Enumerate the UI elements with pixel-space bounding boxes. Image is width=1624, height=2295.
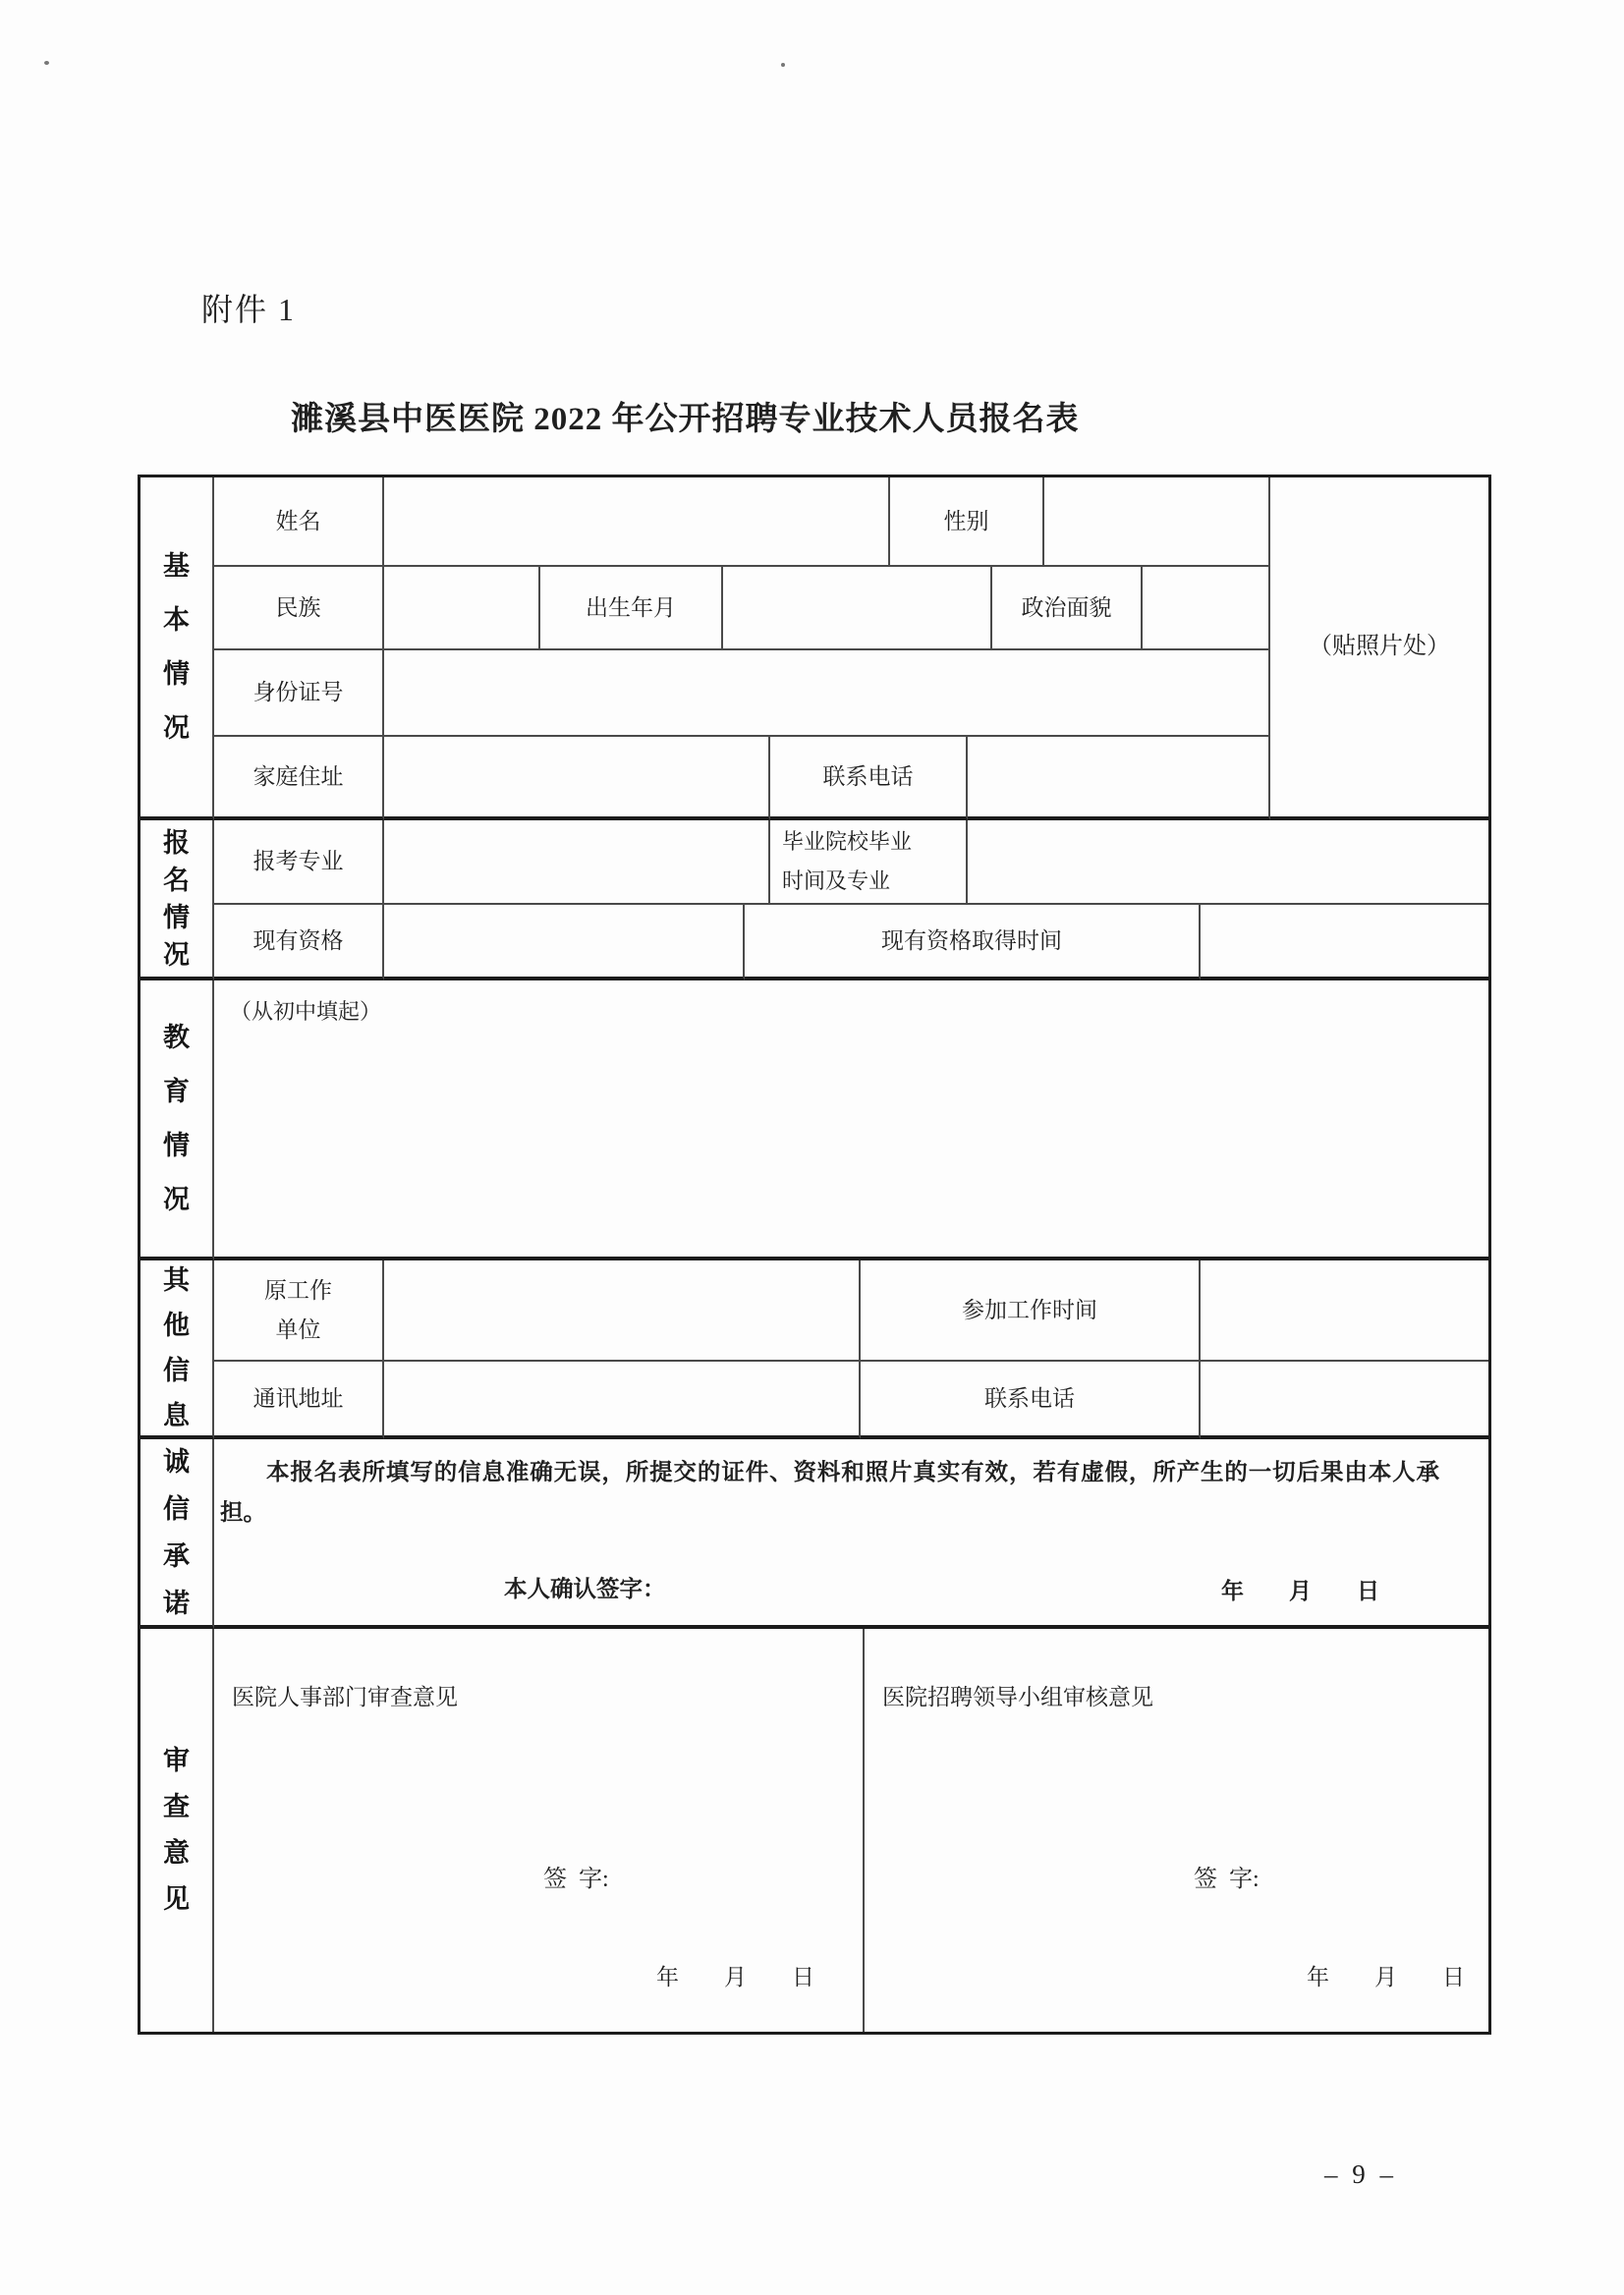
previous-employer-label-text: 原工作单位 bbox=[264, 1277, 332, 1342]
application-form-table bbox=[138, 475, 1491, 2035]
section-header-integrity-text: 诚信承诺 bbox=[162, 1446, 190, 1618]
id-number-digit-cells bbox=[384, 650, 1270, 737]
section-header-education bbox=[140, 980, 214, 1260]
basic-phone-label: 联系电话 bbox=[770, 737, 968, 820]
section-header-review-text: 审查意见 bbox=[162, 1746, 190, 1914]
hr-review-sign-label: 签 字: bbox=[543, 1867, 609, 1892]
integrity-pledge-cell bbox=[214, 1439, 1488, 1629]
birth-date-value-cell bbox=[723, 567, 992, 650]
education-history-cell bbox=[214, 980, 1488, 1260]
section-header-other bbox=[140, 1260, 214, 1439]
section-header-other-text: 其他信息 bbox=[162, 1265, 190, 1430]
leader-review-date-line: 年 月 日 bbox=[1307, 1965, 1465, 1989]
basic-phone-value-cell bbox=[968, 737, 1270, 820]
section-header-basic-text: 基本情况 bbox=[162, 550, 190, 743]
name-value-cell bbox=[384, 477, 890, 567]
pledge-date-line: 年 月 日 bbox=[1221, 1579, 1379, 1603]
page-number: – 9 – bbox=[1324, 2159, 1397, 2189]
name-label: 姓名 bbox=[214, 477, 384, 567]
political-status-value-cell bbox=[1143, 567, 1270, 650]
applied-major-label: 报考专业 bbox=[214, 820, 384, 905]
home-address-label: 家庭住址 bbox=[214, 737, 384, 820]
qualification-label: 现有资格 bbox=[214, 905, 384, 980]
applied-major-value-cell bbox=[384, 820, 770, 905]
gender-label: 性别 bbox=[890, 477, 1044, 567]
hr-review-date-line: 年 月 日 bbox=[656, 1965, 814, 1989]
section-header-integrity bbox=[140, 1439, 214, 1629]
graduation-label bbox=[770, 820, 968, 905]
previous-employer-label bbox=[214, 1260, 384, 1362]
section-header-basic bbox=[140, 477, 214, 820]
page-title: 濉溪县中医医院 2022 年公开招聘专业技术人员报名表 bbox=[291, 402, 1080, 437]
section-header-application-text: 报名情况 bbox=[162, 827, 190, 970]
home-address-value-cell bbox=[384, 737, 770, 820]
graduation-value-cell bbox=[968, 820, 1488, 905]
leader-review-cell bbox=[865, 1629, 1488, 2032]
graduation-label-text: 毕业院校毕业时间及专业 bbox=[782, 829, 913, 893]
photo-area: （贴照片处） bbox=[1270, 477, 1488, 820]
hr-review-title: 医院人事部门审查意见 bbox=[232, 1685, 458, 1709]
mailing-address-label: 通讯地址 bbox=[214, 1362, 384, 1439]
work-start-value-cell bbox=[1201, 1260, 1488, 1362]
section-header-education-text: 教育情况 bbox=[162, 1022, 190, 1214]
section-header-review bbox=[140, 1629, 214, 2032]
qualification-value-cell bbox=[384, 905, 745, 980]
leader-review-title: 医院招聘领导小组审核意见 bbox=[882, 1685, 1153, 1709]
id-number-label: 身份证号 bbox=[214, 650, 384, 737]
confirm-signature-label: 本人确认签字： bbox=[504, 1577, 666, 1602]
leader-review-sign-label: 签 字: bbox=[1194, 1867, 1260, 1892]
qualification-time-value-cell bbox=[1201, 905, 1488, 980]
political-status-label: 政治面貌 bbox=[992, 567, 1143, 650]
hr-review-cell bbox=[214, 1629, 865, 2032]
attachment-label: 附件 1 bbox=[201, 292, 297, 327]
work-start-label: 参加工作时间 bbox=[861, 1260, 1201, 1362]
ethnicity-value-cell bbox=[384, 567, 540, 650]
scan-speck bbox=[44, 61, 49, 65]
scan-speck bbox=[781, 63, 785, 67]
other-phone-label: 联系电话 bbox=[861, 1362, 1201, 1439]
other-phone-value-cell bbox=[1201, 1362, 1488, 1439]
qualification-time-label: 现有资格取得时间 bbox=[745, 905, 1201, 980]
ethnicity-label: 民族 bbox=[214, 567, 384, 650]
mailing-address-value-cell bbox=[384, 1362, 861, 1439]
education-note: （从初中填起） bbox=[230, 999, 382, 1024]
section-header-application bbox=[140, 820, 214, 980]
birth-date-label: 出生年月 bbox=[540, 567, 723, 650]
previous-employer-value-cell bbox=[384, 1260, 861, 1362]
gender-value-cell bbox=[1044, 477, 1270, 567]
integrity-statement: 本报名表所填写的信息准确无误，所提交的证件、资料和照片真实有效，若有虚假，所产生的一切后果由本人承担。 bbox=[220, 1460, 1439, 1526]
